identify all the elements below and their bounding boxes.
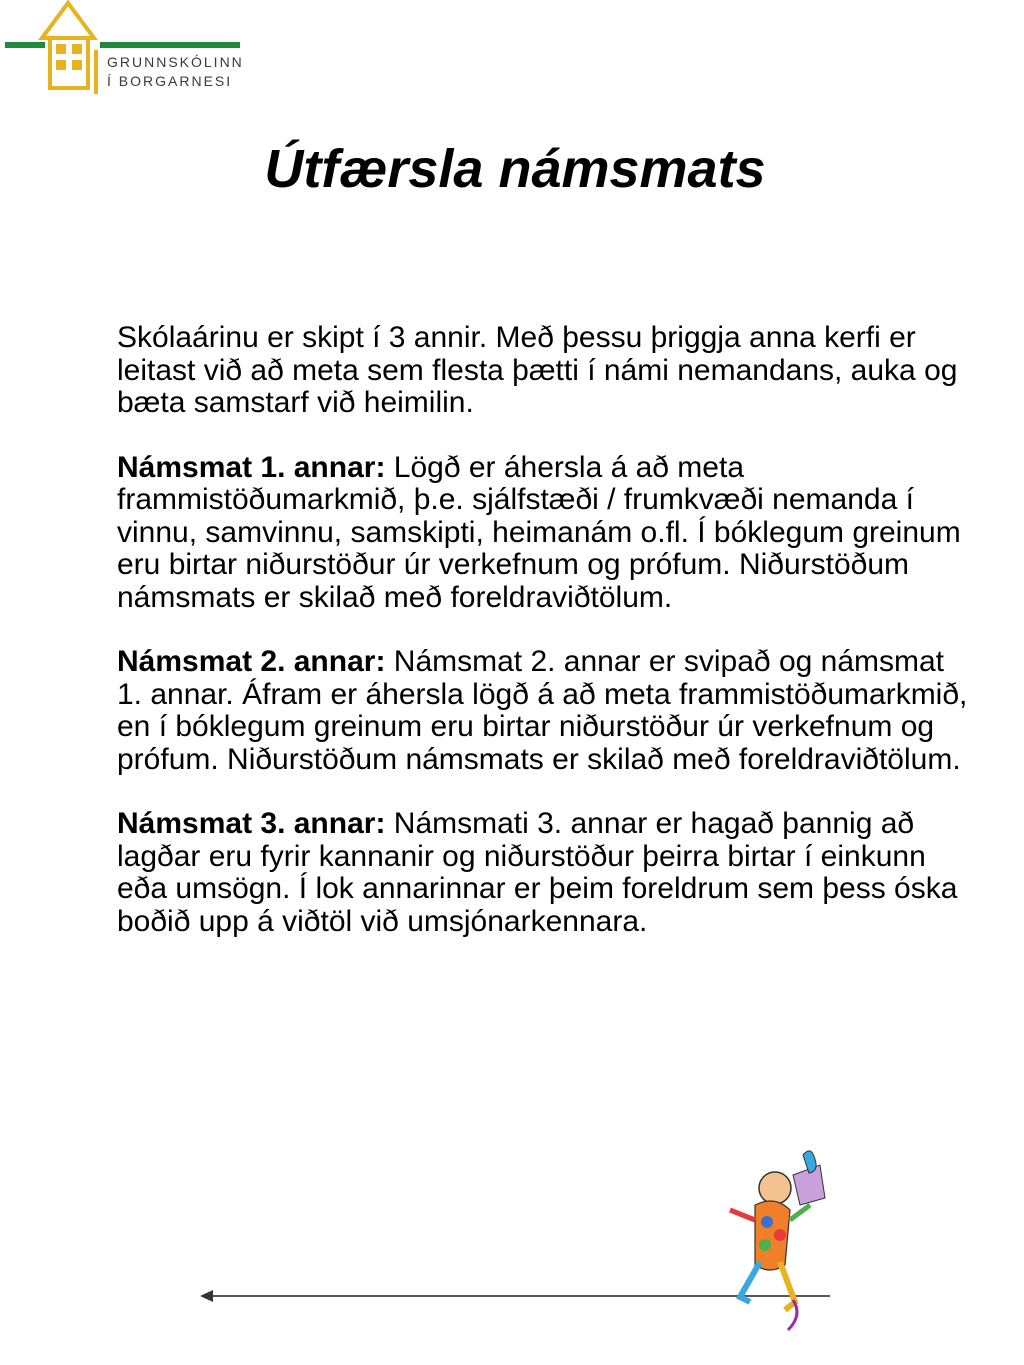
body-text (117, 322, 977, 970)
section-2-text: Námsmat 2. annar er svipað og námsmat 1. annar. Áfram er áhersla lögð á að meta frammistöðumarkmið, en í bóklegum greinum eru birtar niðurstöður úr verkefnum og prófum. Niðurstöðum námsmats er skilað með foreldraviðtölum. (117, 645, 968, 776)
running-figure-illustration (195, 1150, 855, 1360)
school-logo (0, 0, 250, 100)
section-3 (117, 808, 977, 938)
section-3-heading: Námsmat 3. annar: (117, 807, 386, 840)
logo-line-1: GRUNNSKÓLINN (107, 54, 244, 70)
runner-icon (730, 1151, 825, 1330)
section-3-text: Námsmati 3. annar er hagað þannig að lagðar eru fyrir kannanir og niðurstöður þeirra birtar í einkunn eða umsögn. Í lok annarinnar er þeim foreldrum sem þess óska boðið upp á viðtöl við umsjónarkennara. (117, 807, 958, 938)
section-1-heading: Námsmat 1. annar: (117, 450, 386, 484)
section-2-heading: Námsmat 2. annar: (117, 645, 386, 678)
section-1 (117, 452, 977, 615)
section-2 (117, 646, 977, 776)
page-title: Útfærsla námsmats (264, 139, 766, 199)
arrow-left-icon (200, 1290, 213, 1302)
logo-line-2: Í BORGARNESI (107, 73, 233, 89)
intro-paragraph: Skólaárinu er skipt í 3 annir. Með þessu þriggja anna kerfi er leitast við að meta sem flesta þætti í námi nemandans, auka og bæta samstarf við heimilin. (117, 321, 958, 419)
section-1-text: Lögð er áhersla á að meta frammistöðumarkmið, þ.e. sjálfstæði / frumkvæði nemanda í vinnu, samvinnu, samskipti, heimanám o.fl. Í bóklegum greinum eru birtar niðurstöður úr verkefnum og prófum. Niðurstöðum námsmats er skilað með foreldraviðtölum. (117, 450, 961, 614)
